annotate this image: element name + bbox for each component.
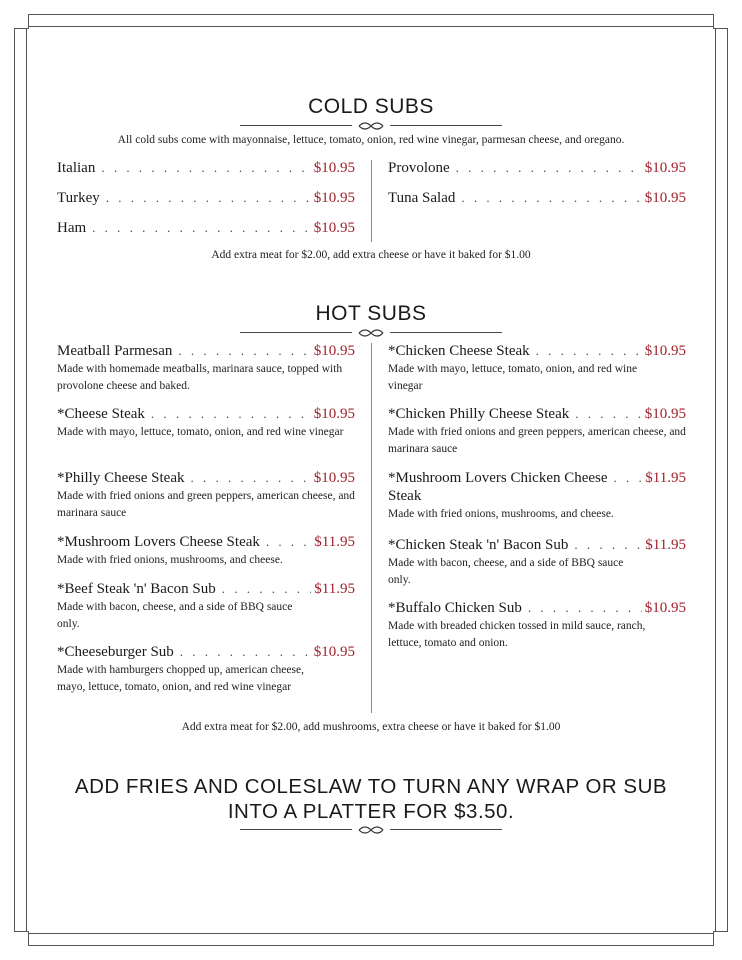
item-name: *Cheese Steak <box>57 406 145 422</box>
menu-item <box>388 190 686 220</box>
leader-dots <box>191 470 311 486</box>
menu-item <box>57 470 355 522</box>
platter-offer-line2: INTO A PLATTER FOR $3.50. <box>227 800 515 823</box>
item-description: Made with breaded chicken tossed in mild sauce, ranch, lettuce, tomato and onion. <box>388 620 646 649</box>
item-price: $10.95 <box>313 470 355 486</box>
item-name: *Buffalo Chicken Sub <box>388 600 522 616</box>
item-name: *Chicken Steak 'n' Bacon Sub <box>388 537 569 553</box>
item-name: Provolone <box>388 160 450 176</box>
item-price: $11.95 <box>645 470 686 486</box>
menu-item <box>388 406 686 458</box>
scroll-ornament-icon <box>358 825 384 835</box>
cold-subs-left-column <box>57 160 355 250</box>
item-price: $10.95 <box>313 406 355 422</box>
menu-item <box>57 534 355 569</box>
menu-item <box>57 581 355 633</box>
item-price: $11.95 <box>645 537 686 553</box>
leader-dots <box>106 190 311 206</box>
item-name: *Beef Steak 'n' Bacon Sub <box>57 581 216 597</box>
item-price: $10.95 <box>313 220 355 236</box>
menu-item <box>57 343 355 395</box>
leader-dots <box>456 160 642 176</box>
item-description: Made with bacon, cheese, and a side of BBQ sauce only. <box>57 601 293 630</box>
item-description: Made with fried onions, mushrooms, and cheese. <box>57 554 283 566</box>
menu-item <box>57 406 355 441</box>
leader-dots <box>461 190 641 206</box>
leader-dots <box>536 343 642 359</box>
item-description: Made with bacon, cheese, and a side of BBQ sauce only. <box>388 557 624 586</box>
menu-item <box>388 600 686 652</box>
leader-dots <box>178 343 310 359</box>
leader-dots <box>528 600 642 616</box>
item-description: Made with fried onions and green peppers, american cheese, and marinara sauce <box>388 426 686 455</box>
scroll-ornament-icon <box>358 328 384 338</box>
item-price: $10.95 <box>313 644 355 660</box>
item-price: $10.95 <box>313 343 355 359</box>
corner-notch <box>713 931 728 946</box>
scroll-ornament-icon <box>358 121 384 131</box>
corner-notch <box>14 931 29 946</box>
item-name: *Cheeseburger Sub <box>57 644 174 660</box>
item-name: Italian <box>57 160 96 176</box>
item-price: $10.95 <box>313 160 355 176</box>
leader-dots <box>92 220 311 236</box>
leader-dots <box>222 581 312 597</box>
menu-item <box>57 220 355 250</box>
item-price: $10.95 <box>644 160 686 176</box>
item-description: Made with mayo, lettuce, tomato, onion, and red wine vinegar <box>388 363 638 392</box>
item-price: $10.95 <box>313 190 355 206</box>
leader-dots <box>614 470 643 486</box>
item-name: *Philly Cheese Steak <box>57 470 185 486</box>
menu-item <box>388 470 686 523</box>
item-name-continued: Steak <box>388 488 422 504</box>
platter-offer <box>0 774 742 824</box>
item-price: $10.95 <box>644 600 686 616</box>
item-price: $10.95 <box>644 190 686 206</box>
item-name: Ham <box>57 220 87 236</box>
menu-item <box>388 537 686 589</box>
ornament-divider <box>240 121 502 131</box>
item-name: Turkey <box>57 190 100 206</box>
menu-item <box>388 160 686 190</box>
cold-subs-extra-note: Add extra meat for $2.00, add extra cheese or have it baked for $1.00 <box>211 249 531 261</box>
corner-notch <box>14 14 29 29</box>
leader-dots <box>574 537 642 553</box>
item-name: *Mushroom Lovers Chicken Cheese <box>388 470 608 486</box>
item-description: Made with fried onions, mushrooms, and cheese. <box>388 508 614 520</box>
ornament-divider <box>240 328 502 338</box>
item-name: Tuna Salad <box>388 190 456 206</box>
leader-dots <box>575 406 642 422</box>
leader-dots <box>151 406 311 422</box>
leader-dots <box>101 160 310 176</box>
cold-subs-note: All cold subs come with mayonnaise, lettuce, tomato, onion, red wine vinegar, parmesan cheese, and oregano. <box>117 134 625 146</box>
menu-item <box>57 644 355 696</box>
item-description: Made with homemade meatballs, marinara sauce, topped with provolone cheese and baked. <box>57 363 343 392</box>
item-name: *Chicken Philly Cheese Steak <box>388 406 570 422</box>
cold-subs-right-column <box>388 160 686 220</box>
cold-subs-title: COLD SUBS <box>308 95 434 118</box>
item-price: $11.95 <box>314 534 355 550</box>
menu-item <box>57 160 355 190</box>
item-description: Made with hamburgers chopped up, american cheese, mayo, lettuce, tomato, onion, and red wine vinegar <box>57 664 304 693</box>
corner-notch <box>713 14 728 29</box>
platter-offer-line1: ADD FRIES AND COLESLAW TO TURN ANY WRAP OR SUB <box>74 775 668 798</box>
menu-item <box>388 343 686 395</box>
item-price: $11.95 <box>314 581 355 597</box>
leader-dots <box>180 644 311 660</box>
item-name: *Chicken Cheese Steak <box>388 343 530 359</box>
ornament-divider <box>240 825 502 835</box>
item-price: $10.95 <box>644 406 686 422</box>
item-name: Meatball Parmesan <box>57 343 173 359</box>
menu-item <box>57 190 355 220</box>
item-name: *Mushroom Lovers Cheese Steak <box>57 534 260 550</box>
column-divider <box>371 160 372 242</box>
hot-subs-title: HOT SUBS <box>315 302 427 325</box>
item-description: Made with fried onions and green peppers, american cheese, and marinara sauce <box>57 490 355 519</box>
item-price: $10.95 <box>644 343 686 359</box>
leader-dots <box>266 534 311 550</box>
column-divider <box>371 343 372 713</box>
item-description: Made with mayo, lettuce, tomato, onion, and red wine vinegar <box>57 426 344 438</box>
hot-subs-extra-note: Add extra meat for $2.00, add mushrooms, extra cheese or have it baked for $1.00 <box>181 721 561 733</box>
